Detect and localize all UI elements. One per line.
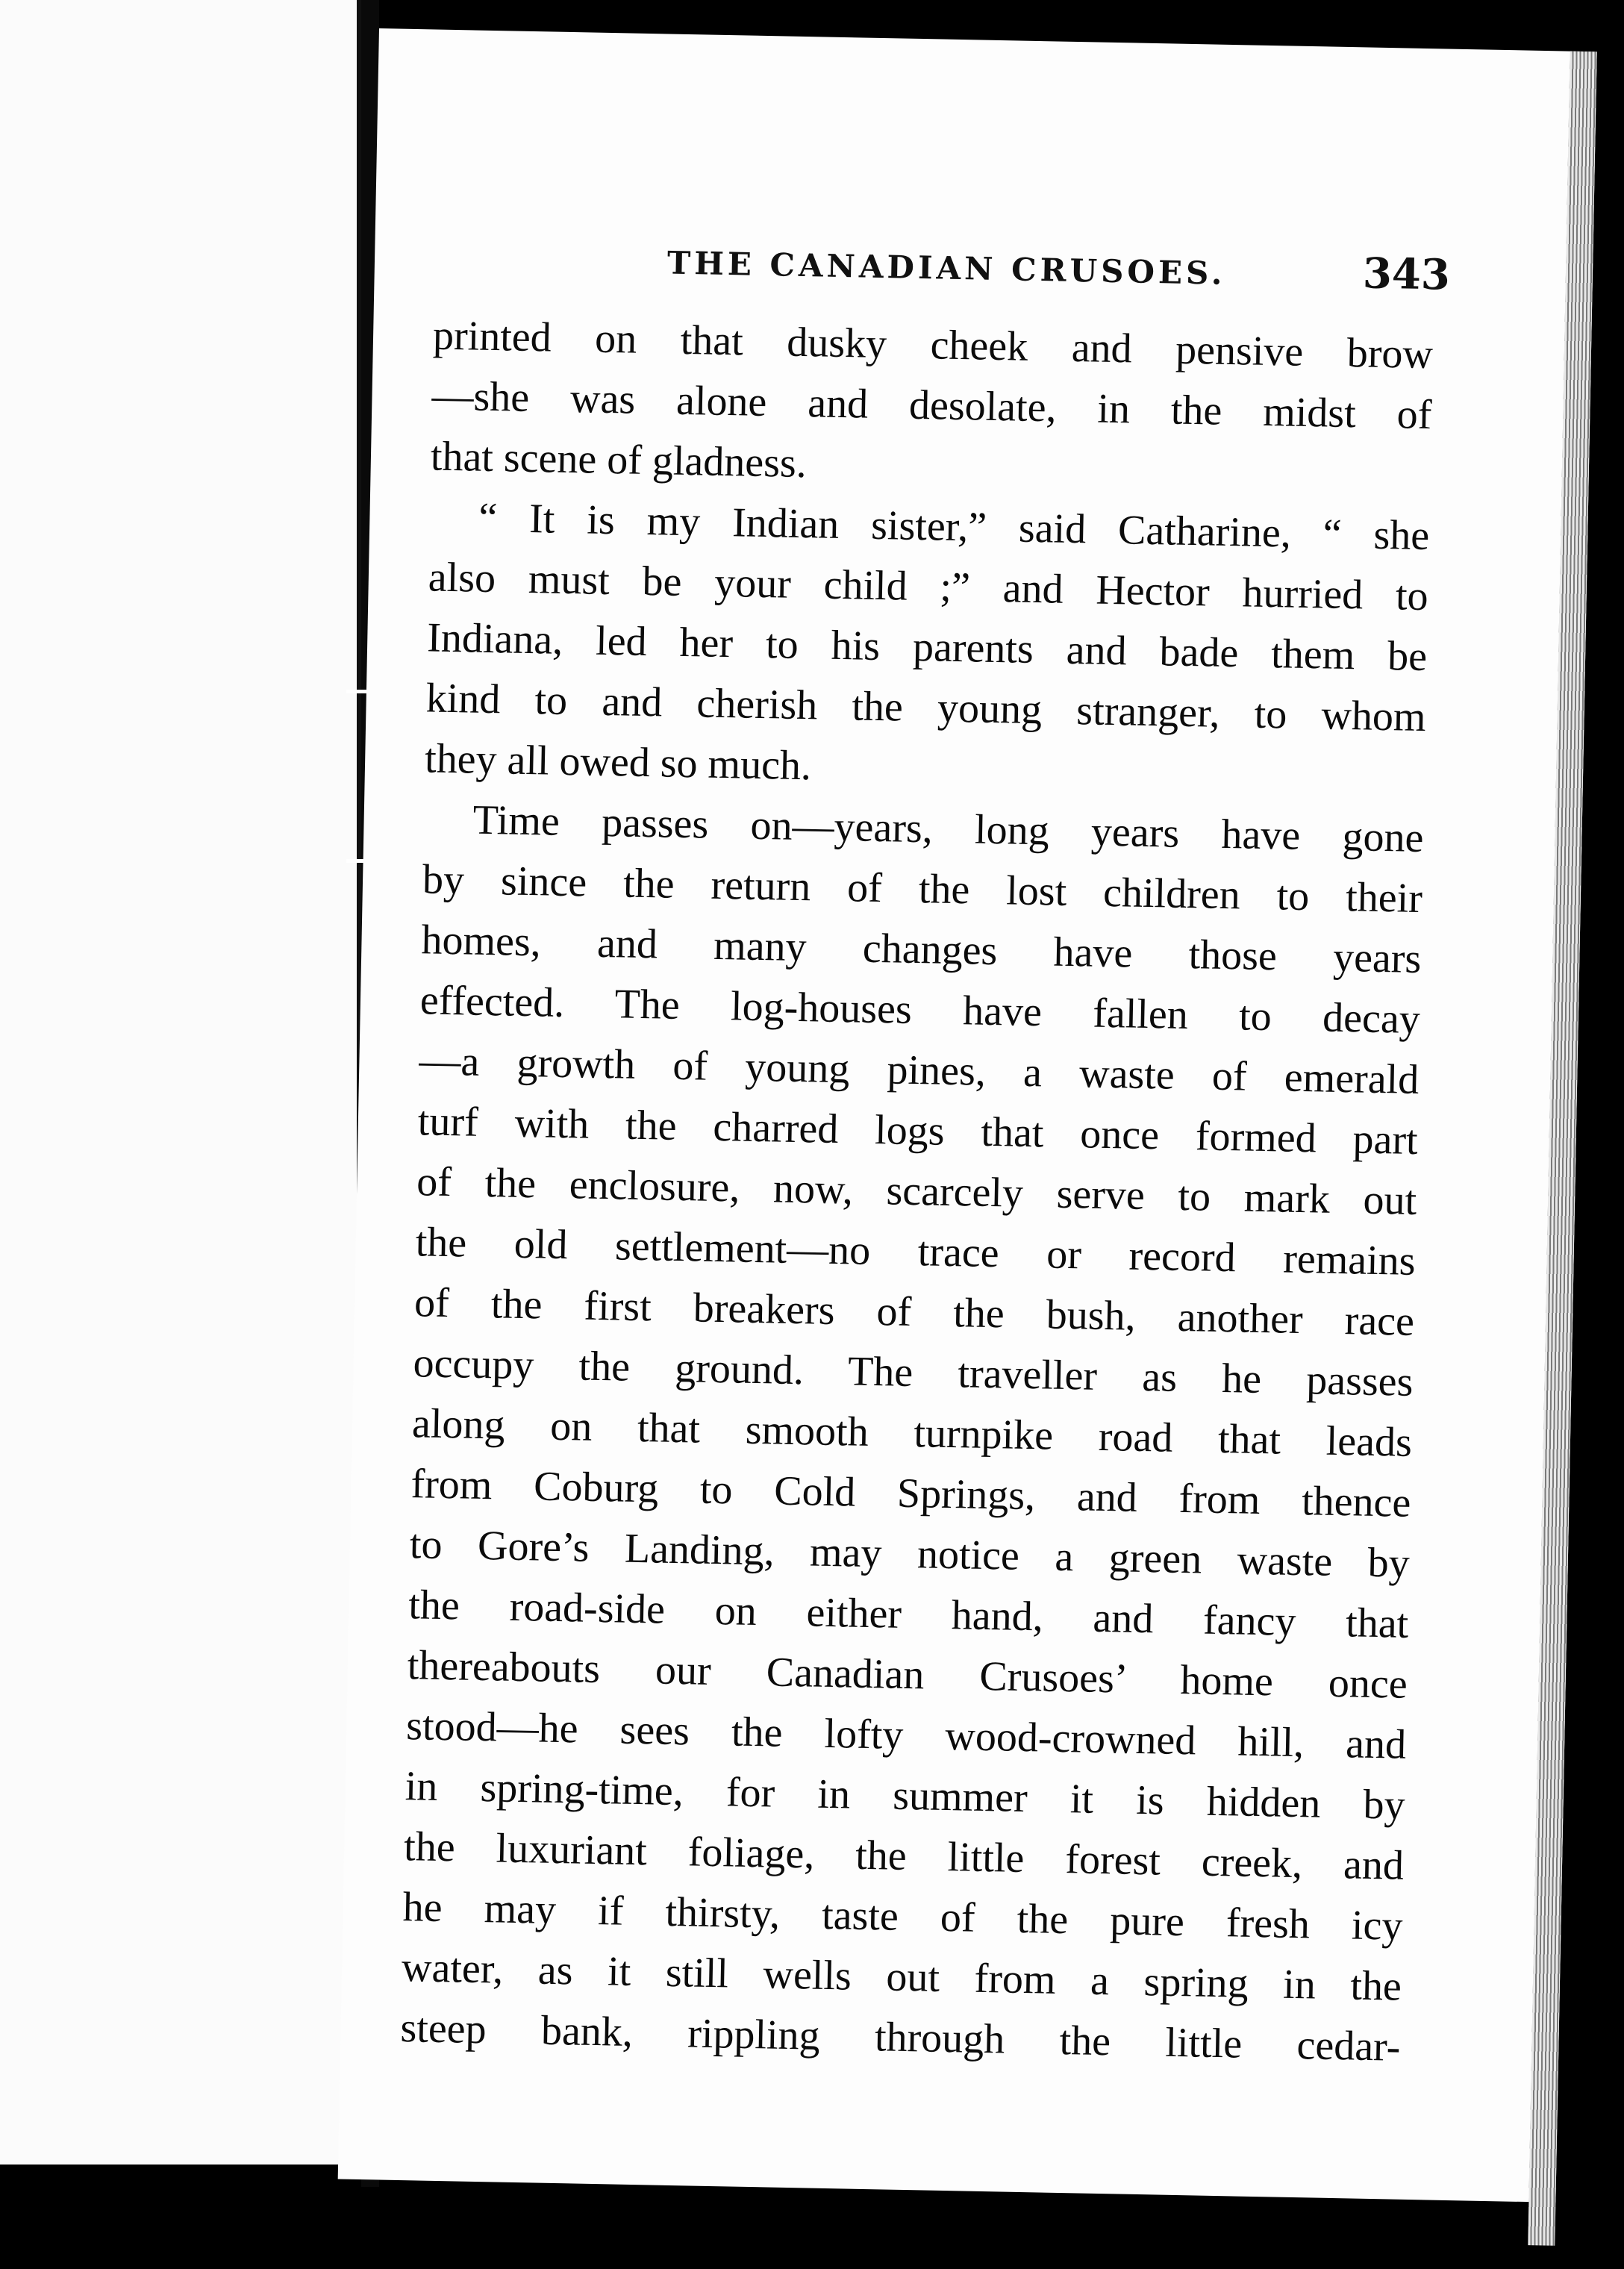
text-line: by since the return of the lost children to their [422, 856, 1423, 923]
text-line: effected. The log-houses have fallen to decay [419, 977, 1421, 1043]
page-edges [1528, 52, 1596, 2246]
text-line: to Gore’s Landing, may notice a green waste by [409, 1521, 1411, 1587]
text-line: steep bank, rippling through the little cedar- [399, 2005, 1401, 2070]
text-line: occupy the ground. The traveller as he passes [413, 1340, 1414, 1405]
text-line: that scene of gladness. [430, 433, 808, 487]
text-line: the luxuriant foliage, the little forest creek, and [403, 1823, 1405, 1889]
text-line: printed on that dusky cheek and pensive brow [432, 312, 1434, 378]
text-line: “ It is my Indian sister,” said Catharine, “ she [478, 494, 1430, 560]
text-line: the old settlement—no trace or record remains [415, 1219, 1417, 1285]
text-line: turf with the charred logs that once formed part [417, 1098, 1419, 1164]
text-line: thereabouts our Canadian Crusoes’ home once [407, 1642, 1408, 1708]
text-line: in spring-time, for in summer it is hidden by [405, 1763, 1406, 1829]
text-line: also must be your child ;” and Hector hurried to [428, 554, 1429, 620]
left-blank-page [0, 0, 361, 2165]
text-line: the road-side on either hand, and fancy that [407, 1582, 1409, 1647]
text-line: kind to and cherish the young stranger, to whom [425, 675, 1427, 741]
text-line: from Coburg to Cold Springs, and from thence [410, 1461, 1411, 1526]
text-line: —a growth of young pines, a waste of emerald [418, 1037, 1420, 1103]
text-line: Indiana, led her to his parents and bade them be [426, 614, 1428, 681]
running-title: THE CANADIAN CRUSOES. [666, 244, 1226, 292]
text-line: of the first breakers of the bush, another race [413, 1279, 1415, 1345]
text-line: homes, and many changes have those years [420, 917, 1422, 983]
text-line: Time passes on—years, long years have gone [472, 796, 1425, 862]
text-line: of the enclosure, now, scarcely serve to mark out [416, 1158, 1417, 1224]
page-header [374, 230, 1524, 312]
text-line: he may if thirsty, taste of the pure fresh icy [402, 1884, 1404, 1950]
text-line: —she was alone and desolate, in the midst of [431, 372, 1432, 439]
text-line: along on that smooth turnpike road that leads [411, 1400, 1413, 1466]
body-text [400, 305, 1434, 2077]
text-line: they all owed so much. [424, 735, 812, 790]
text-line: stood—he sees the lofty wood-crowned hill, and [405, 1702, 1407, 1768]
text-line: water, as it still wells out from a spring in the [401, 1944, 1402, 2010]
page-number: 343 [1362, 249, 1451, 300]
book-page [338, 28, 1597, 2203]
